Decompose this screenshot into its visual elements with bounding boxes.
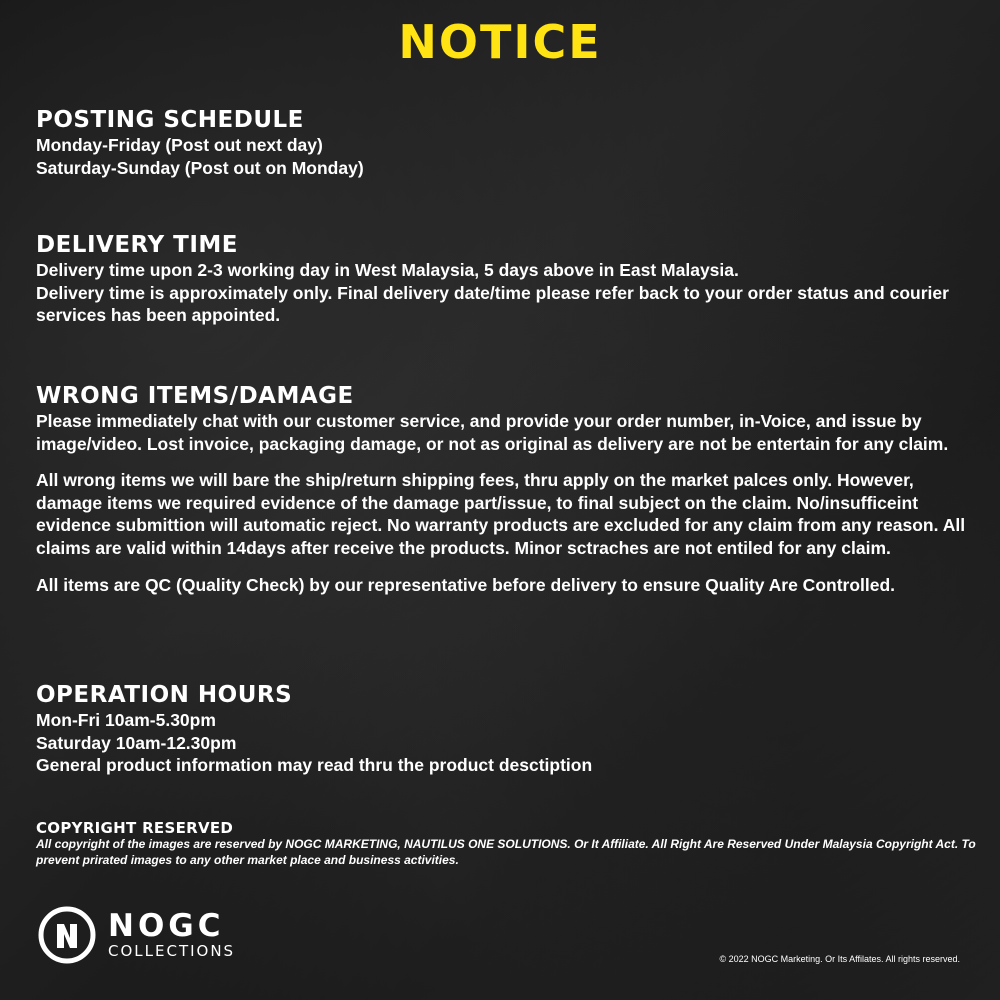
delivery-line: Delivery time upon 2-3 working day in West Malaysia, 5 days above in East Malaysia.	[36, 260, 739, 280]
posting-schedule-heading: POSTING SCHEDULE	[36, 107, 304, 133]
logo-subtitle: COLLECTIONS	[108, 942, 236, 960]
operation-hours-section	[36, 681, 971, 777]
footer-copyright: © 2022 NOGC Marketing. Or Its Affilates. All rights reserved.	[719, 954, 960, 964]
posting-line: Monday-Friday (Post out next day)	[36, 135, 323, 155]
notice-title: NOTICE	[398, 15, 602, 69]
logo-name: NOGC	[108, 908, 225, 944]
posting-schedule-section	[36, 106, 971, 179]
operation-line: General product information may read thru the product desctiption	[36, 755, 593, 776]
wrong-items-section	[36, 382, 971, 596]
copyright-section	[36, 820, 976, 868]
copyright-text: All copyright of the images are reserved by NOGC MARKETING, NAUTILUS ONE SOLUTIONS. Or It Affiliate. All Right Are Reserved Under Malaysia Copyright Act. To prevent prirated images to any other market place and business activities.	[36, 837, 976, 867]
delivery-time-heading: DELIVERY TIME	[36, 232, 238, 258]
wrong-items-paragraph: Please immediately chat with our customer service, and provide your order number, in-Voice, and issue by image/video. Lost invoice, packaging damage, or not as original as delivery are not be entertain for any claim.	[36, 411, 949, 454]
copyright-heading: COPYRIGHT RESERVED	[36, 819, 234, 837]
operation-line: Saturday 10am-12.30pm	[36, 732, 237, 753]
delivery-line: Delivery time is approximately only. Final delivery date/time please refer back to your order status and courier services has been appointed.	[36, 282, 949, 326]
delivery-time-section	[36, 231, 971, 327]
operation-line: Mon-Fri 10am-5.30pm	[36, 710, 216, 730]
wrong-items-heading: WRONG ITEMS/DAMAGE	[36, 383, 354, 409]
posting-line: Saturday-Sunday (Post out on Monday)	[36, 157, 364, 178]
nogc-logo-icon	[38, 906, 96, 964]
wrong-items-paragraph: All items are QC (Quality Check) by our representative before delivery to ensure Quality Are Controlled.	[36, 574, 896, 595]
operation-hours-heading: OPERATION HOURS	[36, 682, 293, 708]
nogc-logo	[38, 905, 235, 965]
wrong-items-paragraph: All wrong items we will bare the ship/return shipping fees, thru apply on the market palces only. However, damage items we required evidence of the damage part/issue, to final subject on the claim. No/insufficeint evidence submittion will automatic reject. No warranty products are excluded for any claim from any reason. All claims are valid within 14days after receive the products. Minor sctraches are not entiled for any claim.	[36, 470, 966, 558]
